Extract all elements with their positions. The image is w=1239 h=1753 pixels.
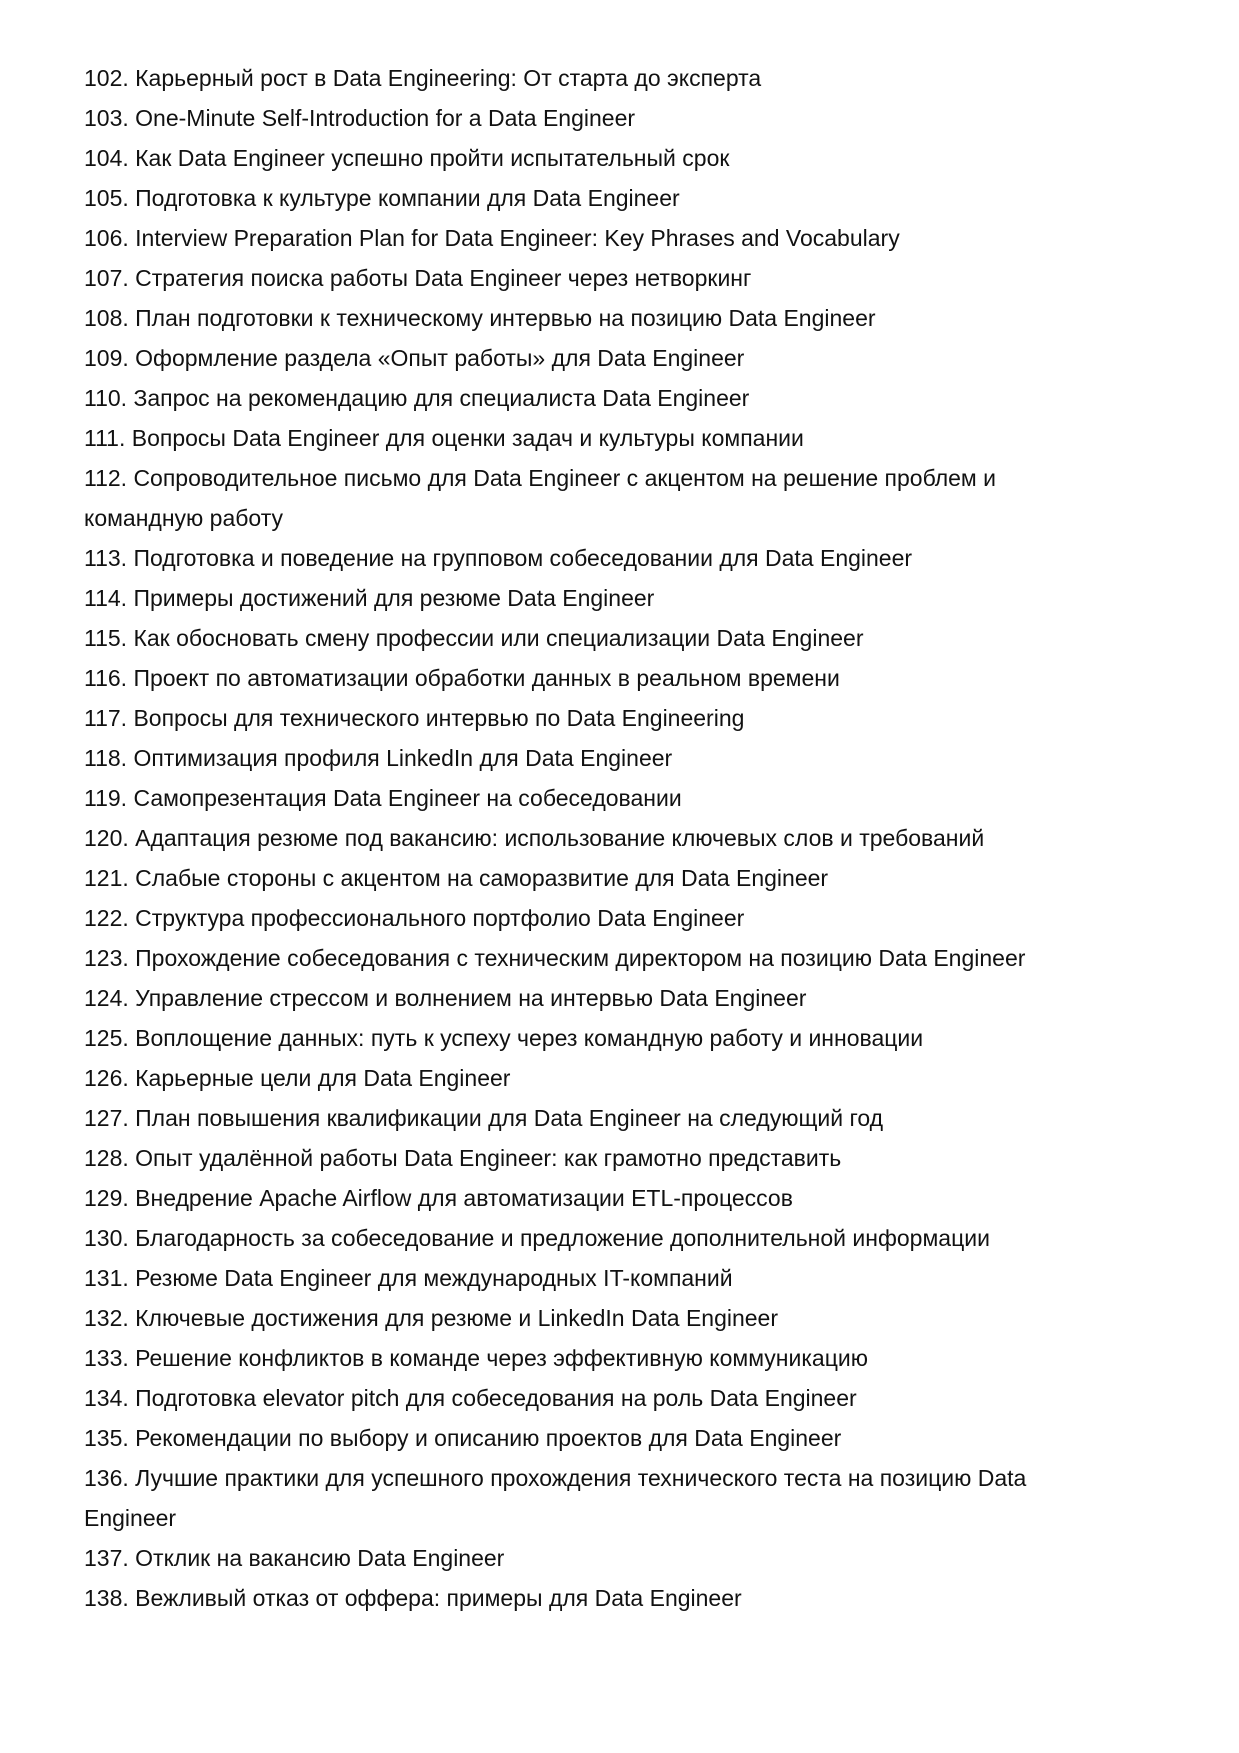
list-line: 127. План повышения квалификации для Data Engineer на следующий год [84,1105,884,1131]
list-line: 102. Карьерный рост в Data Engineering: От старта до эксперта [84,65,762,91]
list-line: 103. One-Minute Self-Introduction for a Data Engineer [84,105,636,131]
list-line: 138. Вежливый отказ от оффера: примеры для Data Engineer [84,1585,742,1611]
list-line: 109. Оформление раздела «Опыт работы» для Data Engineer [84,345,745,371]
list-line: Engineer [84,1505,177,1531]
list-line: 117. Вопросы для технического интервью по Data Engineering [84,705,745,731]
list-line: 105. Подготовка к культуре компании для Data Engineer [84,185,680,211]
list-line: 113. Подготовка и поведение на групповом собеседовании для Data Engineer [84,545,913,571]
list-line: 129. Внедрение Apache Airflow для автоматизации ETL-процессов [84,1185,793,1211]
list-line: 134. Подготовка elevator pitch для собеседования на роль Data Engineer [84,1385,857,1411]
list-line: 108. План подготовки к техническому интервью на позицию Data Engineer [84,305,876,331]
list-line: командную работу [84,505,284,531]
list-line: 122. Структура профессионального портфолио Data Engineer [84,905,745,931]
list-line: 123. Прохождение собеседования с техническим директором на позицию Data Engineer [84,945,1026,971]
list-line: 111. Вопросы Data Engineer для оценки задач и культуры компании [84,425,804,451]
list-line: 115. Как обосновать смену профессии или специализации Data Engineer [84,625,864,651]
list-line: 107. Стратегия поиска работы Data Engineer через нетворкинг [84,265,752,291]
list-line: 136. Лучшие практики для успешного прохождения технического теста на позицию Data [84,1465,1027,1491]
list-line: 133. Решение конфликтов в команде через эффективную коммуникацию [84,1345,868,1371]
list-line: 124. Управление стрессом и волнением на интервью Data Engineer [84,985,807,1011]
list-line: 116. Проект по автоматизации обработки данных в реальном времени [84,665,840,691]
list-line: 125. Воплощение данных: путь к успеху через командную работу и инновации [84,1025,924,1051]
list-line: 128. Опыт удалённой работы Data Engineer: как грамотно представить [84,1145,842,1171]
list-line: 106. Interview Preparation Plan for Data Engineer: Key Phrases and Vocabulary [84,225,900,251]
topic-list [84,58,1164,1618]
list-line: 114. Примеры достижений для резюме Data Engineer [84,585,655,611]
list-line: 104. Как Data Engineer успешно пройти испытательный срок [84,145,730,171]
list-line: 112. Сопроводительное письмо для Data Engineer с акцентом на решение проблем и [84,465,996,491]
list-line: 126. Карьерные цели для Data Engineer [84,1065,511,1091]
list-line: 131. Резюме Data Engineer для международных IT-компаний [84,1265,733,1291]
list-line: 118. Оптимизация профиля LinkedIn для Data Engineer [84,745,673,771]
list-line: 130. Благодарность за собеседование и предложение дополнительной информации [84,1225,990,1251]
list-line: 135. Рекомендации по выбору и описанию проектов для Data Engineer [84,1425,842,1451]
list-line: 121. Слабые стороны с акцентом на саморазвитие для Data Engineer [84,865,829,891]
list-line: 119. Самопрезентация Data Engineer на собеседовании [84,785,682,811]
list-line: 110. Запрос на рекомендацию для специалиста Data Engineer [84,385,750,411]
list-line: 137. Отклик на вакансию Data Engineer [84,1545,505,1571]
list-line: 120. Адаптация резюме под вакансию: использование ключевых слов и требований [84,825,985,851]
list-line: 132. Ключевые достижения для резюме и LinkedIn Data Engineer [84,1305,779,1331]
